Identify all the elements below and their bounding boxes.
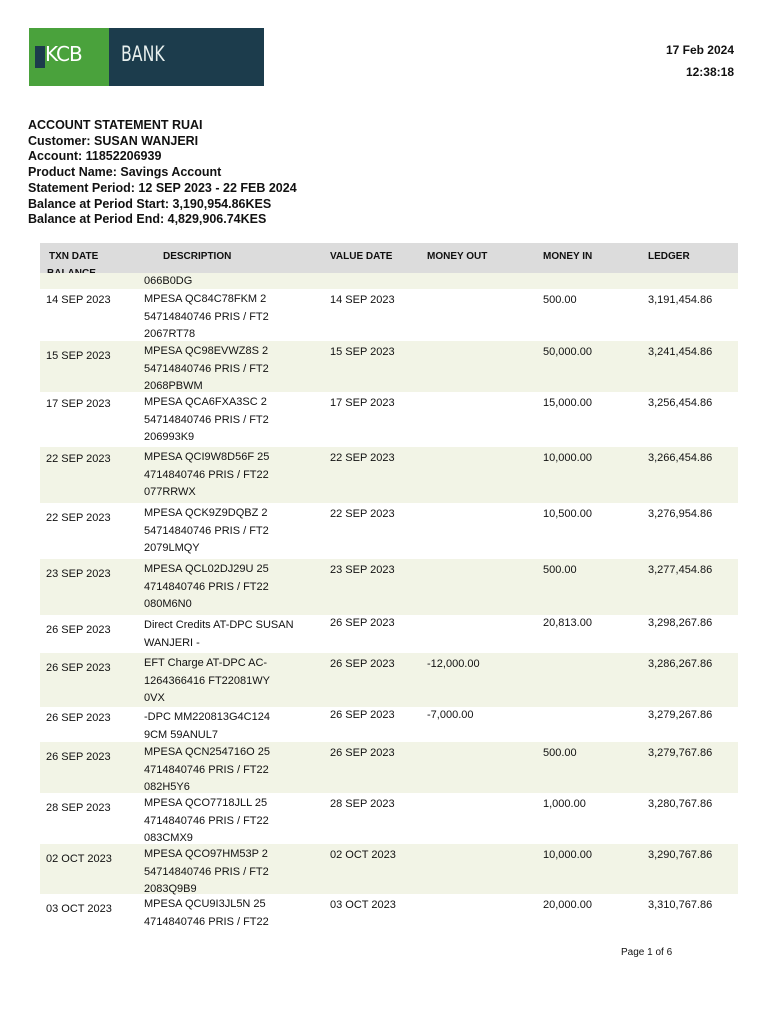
- statement-period: Statement Period: 12 SEP 2023 - 22 FEB 2024: [28, 180, 297, 195]
- money-in-cell: 1,000.00: [543, 798, 586, 810]
- value-date-cell: 03 OCT 2023: [330, 899, 396, 911]
- txn-date-cell: 22 SEP 2023: [46, 512, 111, 524]
- description-cell: [144, 709, 270, 744]
- description-cell: [144, 343, 269, 396]
- print-time: 12:38:18: [685, 65, 734, 79]
- description-line: -DPC MM220813G4C124: [144, 711, 270, 723]
- money-out-cell: -12,000.00: [427, 658, 480, 670]
- logo-kcb-text: KCB: [45, 42, 82, 66]
- print-date: 17 Feb 2024: [665, 43, 734, 57]
- money-in-cell: 15,000.00: [543, 397, 592, 409]
- ledger-cell: 3,276,954.86: [648, 508, 713, 520]
- txn-date-cell: 03 OCT 2023: [46, 903, 112, 915]
- txn-date-cell: 28 SEP 2023: [46, 802, 111, 814]
- description-line: MPESA QCL02DJ29U 25: [144, 563, 269, 575]
- description-line: MPESA QCK9Z9DQBZ 2: [144, 507, 268, 519]
- kcb-bank-logo: [29, 28, 264, 86]
- col-money-in: MONEY IN: [543, 251, 593, 262]
- col-value-date: VALUE DATE: [330, 251, 393, 262]
- ledger-cell: 3,298,267.86: [648, 617, 713, 629]
- ledger-cell: 3,266,454.86: [648, 452, 713, 464]
- description-cell: [144, 655, 270, 708]
- ledger-cell: 3,241,454.86: [648, 346, 713, 358]
- description-line: 1264366416 FT22081WY: [144, 674, 270, 687]
- description-line: 4714840746 PRIS / FT22: [144, 763, 269, 776]
- table-row: [40, 559, 738, 615]
- txn-date-cell: 14 SEP 2023: [46, 294, 111, 306]
- value-date-cell: 22 SEP 2023: [330, 508, 395, 520]
- transactions-table: [40, 289, 738, 940]
- txn-date-cell: 22 SEP 2023: [46, 453, 111, 465]
- ledger-cell: 3,286,267.86: [648, 658, 713, 670]
- description-line: 2068PBWM: [144, 380, 203, 393]
- description-line: MPESA QCU9I3JL5N 25: [144, 898, 266, 910]
- table-row: [40, 615, 738, 653]
- table-row: [40, 503, 738, 559]
- table-row: [40, 392, 738, 447]
- money-out-cell: -7,000.00: [427, 709, 474, 721]
- description-line: 4714840746 PRIS / FT22: [144, 915, 269, 928]
- table-row: [40, 289, 738, 341]
- description-line: MPESA QC98EVWZ8S 2: [144, 345, 269, 357]
- table-row: [40, 793, 738, 844]
- description-cell: [144, 846, 269, 899]
- money-in-cell: 20,000.00: [543, 899, 592, 911]
- value-date-cell: 17 SEP 2023: [330, 397, 395, 409]
- description-line: 0VX: [144, 692, 165, 705]
- value-date-cell: 14 SEP 2023: [330, 294, 395, 306]
- description-line: 4714840746 PRIS / FT22: [144, 580, 269, 593]
- value-date-cell: 26 SEP 2023: [330, 747, 395, 759]
- value-date-cell: 15 SEP 2023: [330, 346, 395, 358]
- col-ledger: LEDGER: [648, 251, 690, 262]
- ledger-cell: 3,279,267.86: [648, 709, 713, 721]
- table-row: [40, 341, 738, 392]
- customer-name: Customer: SUSAN WANJERI: [28, 133, 199, 148]
- table-row: [40, 653, 738, 707]
- page-number: Page 1 of 6: [621, 947, 673, 958]
- ledger-cell: 3,310,767.86: [648, 899, 713, 911]
- description-line: MPESA QCI9W8D56F 25: [144, 451, 270, 463]
- description-line: 54714840746 PRIS / FT2: [144, 865, 269, 878]
- description-line: 9CM 59ANUL7: [144, 728, 218, 741]
- description-line: MPESA QCO7718JLL 25: [144, 797, 268, 809]
- continuation-row: [40, 273, 738, 289]
- description-line: 080M6N0: [144, 598, 192, 611]
- money-in-cell: 10,000.00: [543, 849, 592, 861]
- description-line: 2083Q9B9: [144, 883, 197, 896]
- description-cell: [144, 291, 269, 344]
- description-line: 54714840746 PRIS / FT2: [144, 413, 269, 426]
- balance-end: Balance at Period End: 4,829,906.74KES: [28, 212, 267, 227]
- account-number: Account: 11852206939: [28, 149, 162, 164]
- description-line: 2079LMQY: [144, 542, 200, 555]
- value-date-cell: 22 SEP 2023: [330, 452, 395, 464]
- txn-date-cell: 15 SEP 2023: [46, 350, 111, 362]
- description-line: 077RRWX: [144, 486, 196, 499]
- description-line: 083CMX9: [144, 832, 193, 845]
- description-line: MPESA QC84C78FKM 2: [144, 293, 267, 305]
- description-line: MPESA QCN254716O 25: [144, 746, 270, 758]
- description-line: 54714840746 PRIS / FT2: [144, 310, 269, 323]
- table-row: [40, 894, 738, 940]
- description-line: Direct Credits AT-DPC SUSAN: [144, 619, 294, 631]
- continuation-text: 066B0DG: [144, 275, 193, 287]
- description-cell: [144, 449, 269, 502]
- logo-bank-text: BANK: [121, 42, 165, 66]
- value-date-cell: 28 SEP 2023: [330, 798, 395, 810]
- description-line: 54714840746 PRIS / FT2: [144, 524, 269, 537]
- table-row: [40, 844, 738, 894]
- description-cell: [144, 505, 269, 558]
- ledger-cell: 3,279,767.86: [648, 747, 713, 759]
- statement-header: [28, 118, 297, 228]
- product-name: Product Name: Savings Account: [28, 165, 222, 180]
- table-row: [40, 707, 738, 742]
- col-description: DESCRIPTION: [163, 251, 232, 262]
- value-date-cell: 02 OCT 2023: [330, 849, 396, 861]
- description-line: MPESA QCO97HM53P 2: [144, 848, 268, 860]
- col-money-out: MONEY OUT: [427, 251, 488, 262]
- value-date-cell: 26 SEP 2023: [330, 617, 395, 629]
- money-in-cell: 500.00: [543, 294, 577, 306]
- description-cell: [144, 394, 269, 447]
- description-line: 2067RT78: [144, 328, 196, 341]
- logo-mark-icon: [35, 46, 45, 68]
- ledger-cell: 3,280,767.86: [648, 798, 713, 810]
- description-cell: [144, 617, 294, 652]
- col-txn-date: TXN DATE: [49, 251, 99, 262]
- money-in-cell: 10,000.00: [543, 452, 592, 464]
- ledger-cell: 3,277,454.86: [648, 564, 713, 576]
- txn-date-cell: 26 SEP 2023: [46, 662, 111, 674]
- description-line: 4714840746 PRIS / FT22: [144, 468, 269, 481]
- description-cell: [144, 561, 269, 614]
- txn-date-cell: 26 SEP 2023: [46, 624, 111, 636]
- txn-date-cell: 02 OCT 2023: [46, 853, 112, 865]
- description-line: WANJERI -: [144, 636, 200, 649]
- table-row: [40, 742, 738, 793]
- txn-date-cell: 26 SEP 2023: [46, 712, 111, 724]
- money-in-cell: 10,500.00: [543, 508, 592, 520]
- value-date-cell: 26 SEP 2023: [330, 709, 395, 721]
- description-line: 206993K9: [144, 431, 195, 444]
- table-row: [40, 447, 738, 503]
- balance-start: Balance at Period Start: 3,190,954.86KES: [28, 196, 272, 211]
- ledger-cell: 3,290,767.86: [648, 849, 713, 861]
- txn-date-cell: 17 SEP 2023: [46, 398, 111, 410]
- txn-date-cell: 26 SEP 2023: [46, 751, 111, 763]
- description-cell: [144, 744, 270, 797]
- description-line: 4714840746 PRIS / FT22: [144, 814, 269, 827]
- money-in-cell: 20,813.00: [543, 617, 592, 629]
- money-in-cell: 500.00: [543, 747, 577, 759]
- table-header: [40, 243, 738, 273]
- description-line: 54714840746 PRIS / FT2: [144, 362, 269, 375]
- money-in-cell: 50,000.00: [543, 346, 592, 358]
- statement-title: ACCOUNT STATEMENT RUAI: [28, 118, 203, 132]
- description-cell: [144, 896, 269, 931]
- money-in-cell: 500.00: [543, 564, 577, 576]
- value-date-cell: 26 SEP 2023: [330, 658, 395, 670]
- ledger-cell: 3,191,454.86: [648, 294, 713, 306]
- txn-date-cell: 23 SEP 2023: [46, 568, 111, 580]
- description-line: EFT Charge AT-DPC AC-: [144, 657, 268, 669]
- ledger-cell: 3,256,454.86: [648, 397, 713, 409]
- value-date-cell: 23 SEP 2023: [330, 564, 395, 576]
- description-line: MPESA QCA6FXA3SC 2: [144, 396, 267, 408]
- description-cell: [144, 795, 269, 848]
- description-line: 082H5Y6: [144, 781, 190, 794]
